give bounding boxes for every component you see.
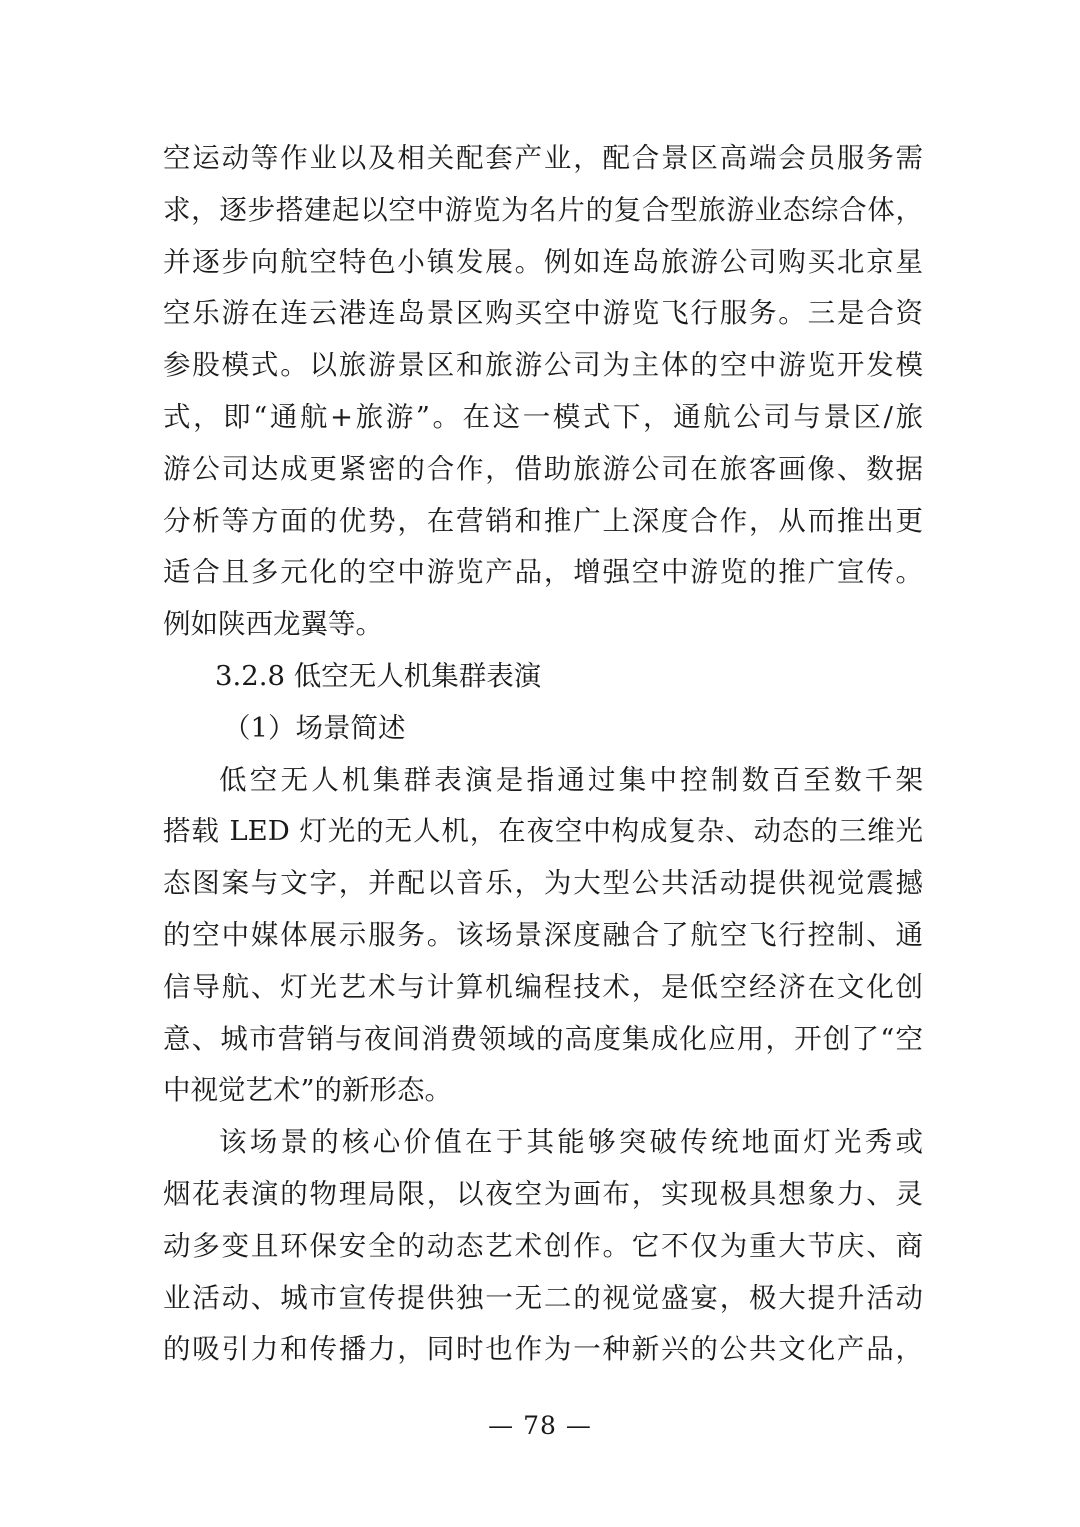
text-line: 适合且多元化的空中游览产品，增强空中游览的推广宣传。 xyxy=(163,556,923,589)
subsection-heading: （1）场景简述 xyxy=(223,711,406,744)
text-line: 求，逐步搭建起以空中游览为名片的复合型旅游业态综合体， xyxy=(163,193,923,226)
text-line: 空乐游在连云港连岛景区购买空中游览飞行服务。三是合资 xyxy=(163,297,923,330)
text-line: 并逐步向航空特色小镇发展。例如连岛旅游公司购买北京星 xyxy=(163,245,923,278)
text-line: 烟花表演的物理局限，以夜空为画布，实现极具想象力、灵 xyxy=(163,1177,923,1210)
text-line: 态图案与文字，并配以音乐，为大型公共活动提供视觉震撼 xyxy=(163,867,923,900)
text-line: 搭载 LED 灯光的无人机，在夜空中构成复杂、动态的三维光 xyxy=(163,815,923,848)
text-line: 空运动等作业以及相关配套产业，配合景区高端会员服务需 xyxy=(163,142,923,174)
section-heading: 3.2.8 低空无人机集群表演 xyxy=(215,659,542,692)
text-line: 该场景的核心价值在于其能够突破传统地面灯光秀或 xyxy=(219,1126,923,1159)
text-line: 的空中媒体展示服务。该场景深度融合了航空飞行控制、通 xyxy=(163,918,923,951)
text-line: 信导航、灯光艺术与计算机编程技术，是低空经济在文化创 xyxy=(163,970,923,1003)
text-line: 低空无人机集群表演是指通过集中控制数百至数千架 xyxy=(219,763,923,796)
text-line: 意、城市营销与夜间消费领域的高度集成化应用，开创了“空 xyxy=(163,1022,923,1055)
text-line: 业活动、城市宣传提供独一无二的视觉盛宴，极大提升活动 xyxy=(163,1281,923,1314)
text-line: 参股模式。以旅游景区和旅游公司为主体的空中游览开发模 xyxy=(163,349,923,382)
text-line: 游公司达成更紧密的合作，借助旅游公司在旅客画像、数据 xyxy=(163,452,923,485)
text-line: 动多变且环保安全的动态艺术创作。它不仅为重大节庆、商 xyxy=(163,1229,923,1262)
body-text xyxy=(163,133,923,1376)
text-line: 的吸引力和传播力，同时也作为一种新兴的公共文化产品， xyxy=(163,1333,923,1366)
text-line: 式，即“通航+旅游”。在这一模式下，通航公司与景区/旅 xyxy=(163,400,923,433)
page-number: — 78 — xyxy=(488,1411,592,1440)
text-line: 例如陕西龙翼等。 xyxy=(163,608,383,641)
text-line: 中视觉艺术”的新形态。 xyxy=(163,1074,453,1107)
text-line: 分析等方面的优势，在营销和推广上深度合作，从而推出更 xyxy=(163,504,923,537)
